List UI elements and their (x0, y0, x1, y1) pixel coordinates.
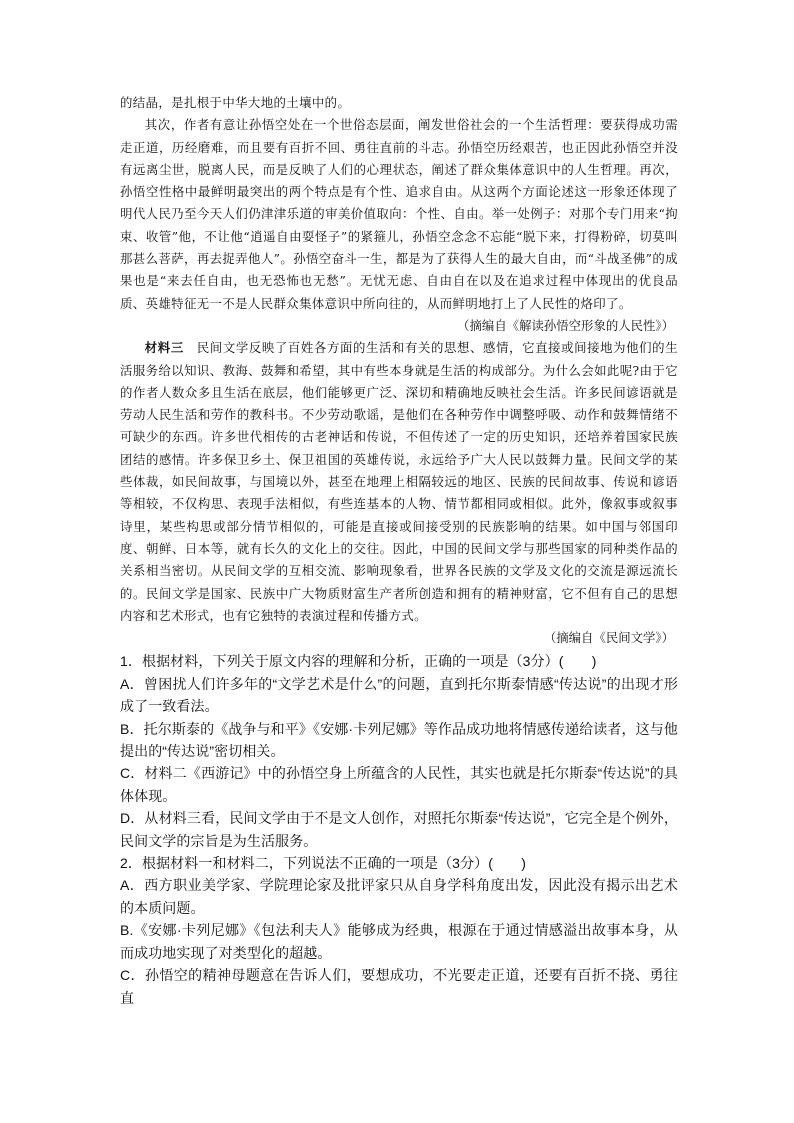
question-stem: 2．根据材料一和材料二，下列说法不正确的一项是（3分）( ) (120, 855, 526, 872)
passage-paragraph: 其次，作者有意让孙悟空处在一个世俗态层面，阐发世俗社会的一个生活哲理：要获得成功需走正道，历经磨难，而且要有百折不回、勇往直前的斗志。孙悟空历经艰苦，也正因此孙悟空并没有远离尘世，脱离人民，而是反映了人们的心理状态，阐述了群众集体意识中的人生哲理。再次，孙悟空性格中最鲜明最突出的两个特点是有个性、追求自由。从这两个方面论述这一形象还体现了明代人民乃至今天人们仍津津乐道的审美价值取向：个性、自由。举一处例子：对那个专门用来“拘束、收管”他，不让他“逍遥自由耍怪子”的紧箍儿，孙悟空念念不忘能“脱下来，打得粉碎，切莫叫那甚么菩萨，再去捉弄他人”。孙悟空奋斗一生，都是为了获得人生的最大自由，而“斗战圣佛”的成果也是“来去任自由，也无恐怖也无愁”。无忧无虑、自由自在以及在追求过程中体现出的优良品质、英雄特征无一不是人民群众集体意识中所向往的，从而鲜明地打上了人民性的烙印了。 (120, 117, 678, 311)
page-content (120, 92, 678, 1009)
passage-paragraph: 的结晶，是扎根于中华大地的土壤中的。 (120, 95, 351, 110)
material-text: 民间文学反映了百姓各方面的生活和有关的思想、感情，它直接或间接地为他们的生活服务给以知识、教海、鼓舞和希望，其中有些本身就是生活的构成部分。为什么会如此呢?由于它的作者人数众多且生活在底层，他们能够更广泛、深切和精确地反映社会生活。许多民间谚语就是劳动人民生活和劳作的教科书。不少劳动歌谣，是他们在各种劳作中调整呼吸、动作和鼓舞情绪不可缺少的东西。许多世代相传的古老神话和传说，不但传述了一定的历史知识，还培养着国家民族团结的感情。许多保卫乡土、保卫祖国的英雄传说，永远给予广大人民以鼓舞力量。民间文学的某些体裁，如民间故事，与国境以外，甚至在地理上相隔较远的地区、民族的民间故事、传说和谚语等相较，不仅构思、表现手法相似，有些连基本的人物、情节都相同或相似。此外，像叙事或叙事诗里，某些构思或部分情节相似的，可能是直接或间接受别的民族影响的结果。如中国与邻国印度、朝鲜、日本等，就有长久的文化上的交往。因此，中国的民间文学与那些国家的同种类作品的关系相当密切。从民间文学的互相交流、影响现象看，世界各民族的文学及文化的交流是源远流长的。民间文学是国家、民族中广大物质财富生产者所创造和拥有的精神财富，它不但有自己的思想内容和艺术形式，也有它独特的表演过程和传播方式。 (120, 340, 678, 623)
source-citation: （摘编自《解读孙悟空形象的人民性》） (457, 317, 674, 333)
material-three-paragraph (120, 337, 678, 627)
source-citation: （摘编自《民间文学》） (543, 630, 674, 646)
question-stem: 1．根据材料，下列关于原文内容的理解和分析，正确的一项是（3分）( ) (120, 653, 597, 670)
answer-option: B．托尔斯泰的《战争与和平》《安娜·卡列尼娜》等作品成功地将情感传递给读者，这与他提出的“传达说”密切相关。 (120, 720, 678, 760)
answer-option: A．西方职业美学家、学院理论家及批评家只从自身学科角度出发，因此没有揭示出艺术的本质问题。 (120, 877, 678, 916)
answer-option: B.《安娜·卡列尼娜》《包法利夫人》能够成为经典，根源在于通过情感溢出故事本身，从而成功地实现了对类型化的超越。 (120, 922, 678, 961)
answer-option: C．材料二《西游记》中的孙悟空身上所蕴含的人民性，其实也就是托尔斯泰“传达说”的具体体现。 (120, 765, 678, 804)
material-label: 材料三 (144, 340, 184, 356)
answer-option: D．从材料三看，民间文学由于不是文人创作，对照托尔斯泰“传达说”，它完全是个例外，民间文学的宗旨是为生活服务。 (120, 810, 678, 849)
answer-option: A．曾困扰人们许多年的“文学艺术是什么”的问题，直到托尔斯泰情感“传达说”的出现才形成了一致看法。 (120, 675, 678, 715)
answer-option: C．孙悟空的精神母题意在告诉人们，要想成功，不光要走正道，还要有百折不挠、勇往直 (120, 967, 678, 1006)
